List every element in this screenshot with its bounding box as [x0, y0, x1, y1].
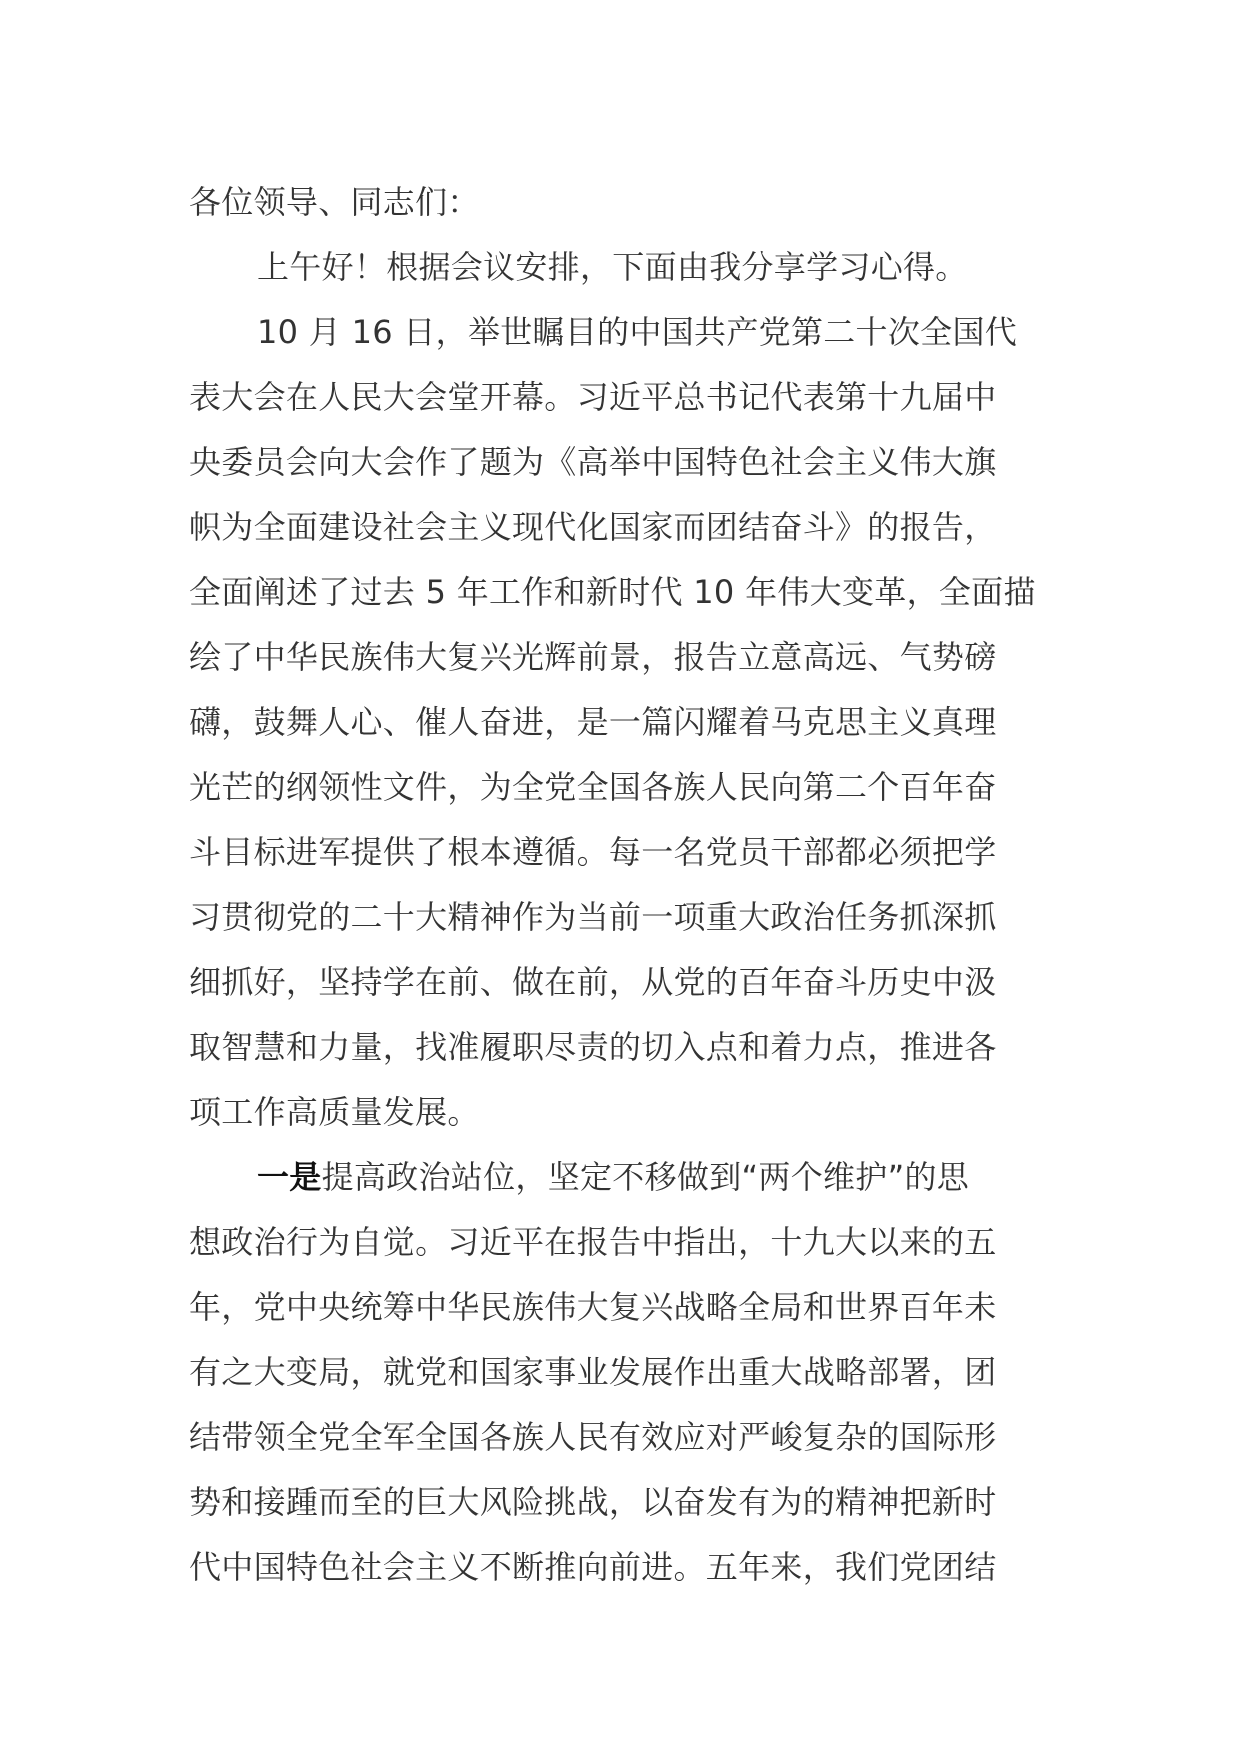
- paragraph-2-line: 央委员会向大会作了题为《高举中国特色社会主义伟大旗: [189, 443, 997, 481]
- paragraph-2-line: 10 月 16 日，举世瞩目的中国共产党第二十次全国代: [257, 313, 1018, 351]
- greeting: 各位领导、同志们：: [189, 183, 480, 221]
- paragraph-2-line: 取智慧和力量，找准履职尽责的切入点和着力点，推进各: [189, 1028, 997, 1066]
- paragraph-2-line: 绘了中华民族伟大复兴光辉前景，报告立意高远、气势磅: [189, 638, 997, 676]
- paragraph-3-line: 想政治行为自觉。习近平在报告中指出，十九大以来的五: [189, 1223, 997, 1261]
- paragraph-3-first-line-text: 提高政治站位，坚定不移做到“两个维护”的思: [321, 1158, 970, 1196]
- paragraph-3-line: 代中国特色社会主义不断推向前进。五年来，我们党团结: [189, 1548, 997, 1586]
- paragraph-2-line: 礴，鼓舞人心、催人奋进，是一篇闪耀着马克思主义真理: [189, 703, 997, 741]
- paragraph-3-line: 有之大变局，就党和国家事业发展作出重大战略部署，团: [189, 1353, 997, 1391]
- paragraph-2-line: 光芒的纲领性文件，为全党全国各族人民向第二个百年奋: [189, 768, 997, 806]
- paragraph-2-line: 项工作高质量发展。: [189, 1093, 480, 1131]
- paragraph-2-line: 习贯彻党的二十大精神作为当前一项重大政治任务抓深抓: [189, 898, 997, 936]
- paragraph-3-line: 结带领全党全军全国各族人民有效应对严峻复杂的国际形: [189, 1418, 997, 1456]
- paragraph-3-line: 势和接踵而至的巨大风险挑战，以奋发有为的精神把新时: [189, 1483, 997, 1521]
- paragraph-2-line: 帜为全面建设社会主义现代化国家而团结奋斗》的报告，: [189, 508, 997, 546]
- document-body: [189, 170, 1049, 1600]
- paragraph-3-line: 年，党中央统筹中华民族伟大复兴战略全局和世界百年未: [189, 1288, 997, 1326]
- paragraph-2-line: 表大会在人民大会堂开幕。习近平总书记代表第十九届中: [189, 378, 997, 416]
- paragraph-2-line: 细抓好，坚持学在前、做在前，从党的百年奋斗历史中汲: [189, 963, 997, 1001]
- paragraph-2-line: 全面阐述了过去 5 年工作和新时代 10 年伟大变革，全面描: [189, 573, 1036, 611]
- paragraph-3-first-line: [189, 1145, 1049, 1210]
- paragraph-3-lead-bold: 一是: [257, 1158, 322, 1196]
- paragraph-2-line: 斗目标进军提供了根本遵循。每一名党员干部都必须把学: [189, 833, 997, 871]
- paragraph-1-line: 上午好！根据会议安排，下面由我分享学习心得。: [257, 248, 968, 286]
